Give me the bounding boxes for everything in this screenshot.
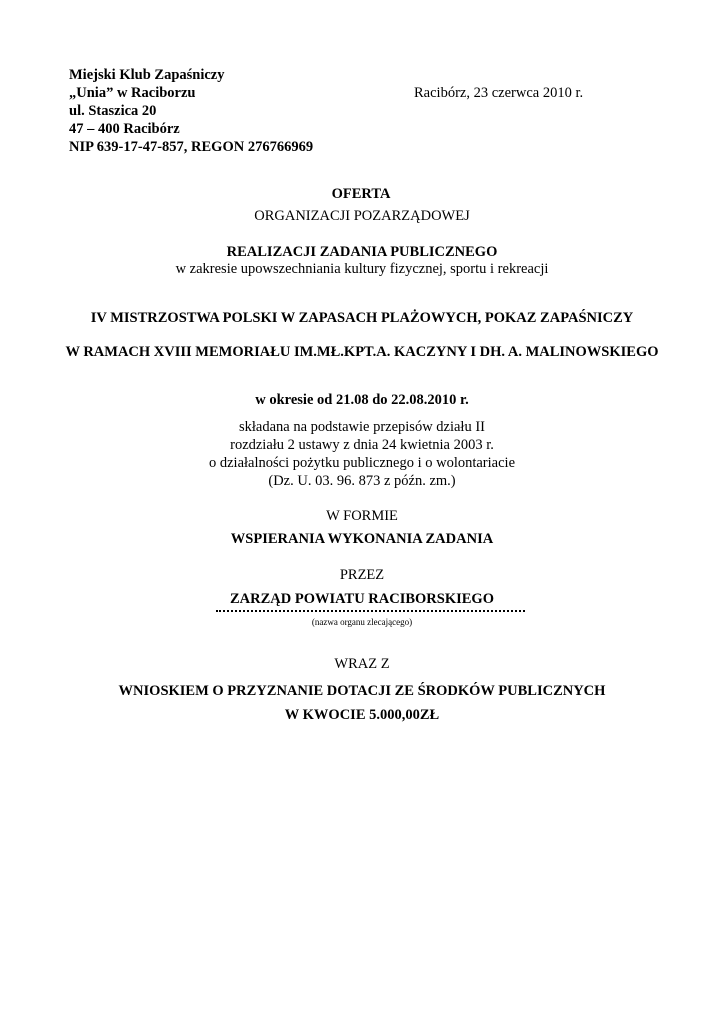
sender-name-location: „Unia” w Raciborzu	[69, 85, 196, 101]
legal-basis-line-4: (Dz. U. 03. 96. 873 z późn. zm.)	[268, 473, 456, 489]
commissioning-body: ZARZĄD POWIATU RACIBORSKIEGO	[230, 591, 494, 607]
together-label: WRAZ Z	[334, 656, 390, 672]
form-value: WSPIERANIA WYKONANIA ZADANIA	[230, 531, 494, 547]
sender-postal-city: 47 – 400 Racibórz	[69, 121, 180, 137]
request-line-2: W KWOCIE 5.000,00ZŁ	[284, 707, 440, 723]
offer-subtitle: ORGANIZACJI POZARZĄDOWEJ	[254, 208, 470, 224]
commissioning-body-caption: (nazwa organu zlecającego)	[311, 617, 413, 627]
task-scope: w zakresie upowszechniania kultury fizycznej, sportu i rekreacji	[175, 261, 549, 277]
event-line-2: W RAMACH XVIII MEMORIAŁU IM.MŁ.KPT.A. KACZYNY I DH. A. MALINOWSKIEGO	[65, 344, 659, 360]
legal-basis-line-3: o działalności pożytku publicznego i o wolontariacie	[208, 455, 515, 471]
sender-tax-ids: NIP 639-17-47-857, REGON 276766969	[69, 139, 314, 155]
sender-name: Miejski Klub Zapaśniczy	[69, 67, 225, 83]
by-label: PRZEZ	[339, 567, 385, 583]
legal-basis-line-2: rozdziału 2 ustawy z dnia 24 kwietnia 2003 r.	[230, 437, 494, 453]
offer-title: OFERTA	[331, 186, 391, 202]
event-line-1: IV MISTRZOSTWA POLSKI W ZAPASACH PLAŻOWYCH, POKAZ ZAPAŚNICZY	[90, 310, 634, 326]
task-title: REALIZACJI ZADANIA PUBLICZNEGO	[226, 244, 498, 260]
sender-street: ul. Staszica 20	[69, 103, 157, 119]
request-line-1: WNIOSKIEM O PRZYZNANIE DOTACJI ZE ŚRODKÓW PUBLICZNYCH	[118, 683, 606, 699]
period: w okresie od 21.08 do 22.08.2010 r.	[255, 392, 469, 408]
legal-basis-line-1: składana na podstawie przepisów działu II	[238, 419, 485, 435]
place-date: Racibórz, 23 czerwca 2010 r.	[414, 85, 584, 101]
dotted-line	[216, 610, 525, 612]
form-label: W FORMIE	[326, 508, 398, 524]
